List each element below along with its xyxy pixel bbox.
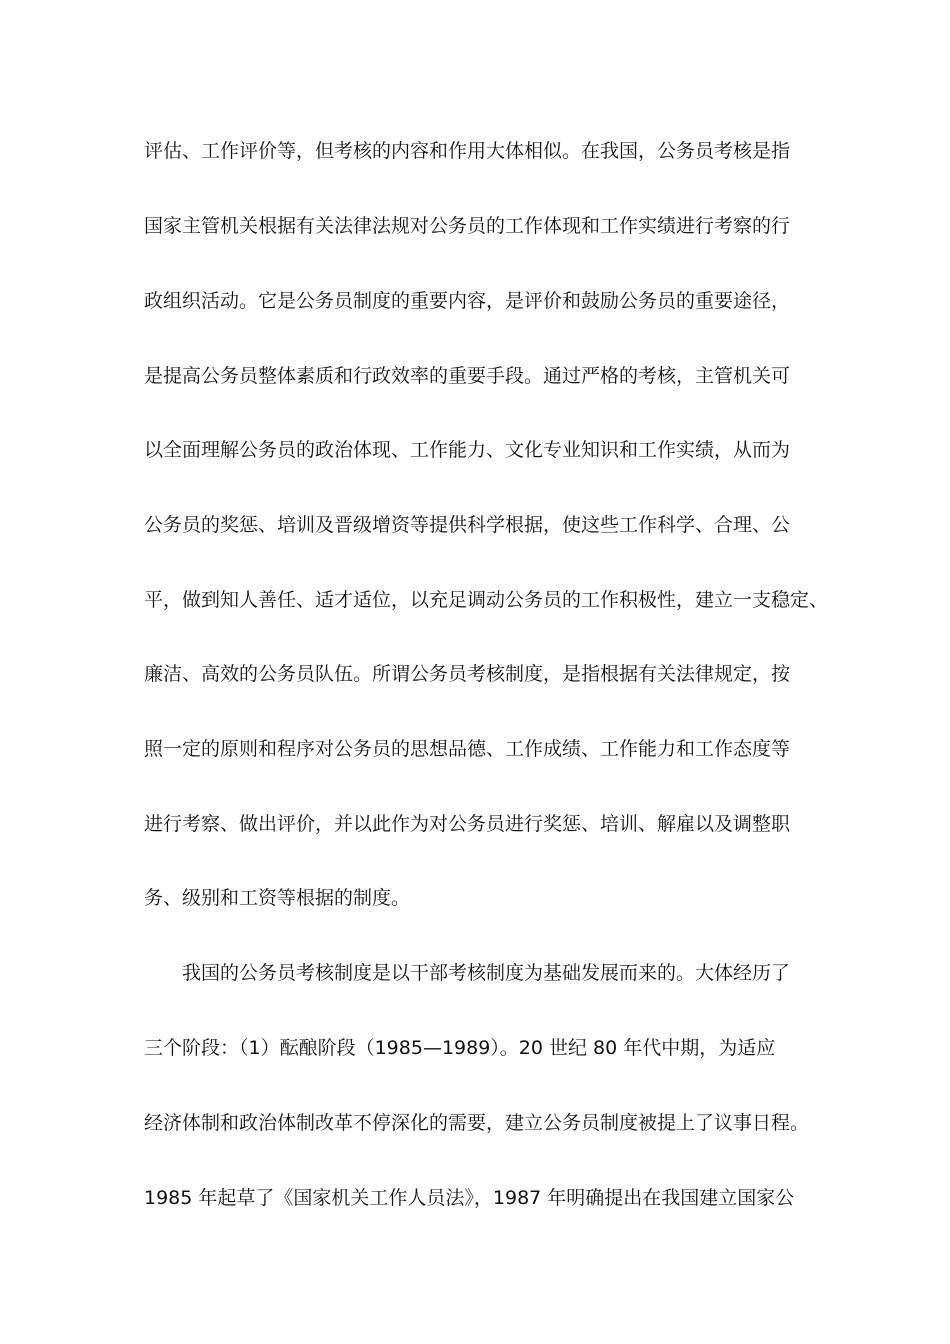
text-line: 1985 年起草了《国家机关工作人员法》，1987 年明确提出在我国建立国家公 [144,1187,795,1209]
text-line: 经济体制和政治体制改革不停深化的需要，建立公务员制度被提上了议事日程。 [144,1112,810,1134]
text-line: 照一定的原则和程序对公务员的思想品德、工作成绩、工作能力和工作态度等 [144,738,791,760]
text-line: 国家主管机关根据有关法律法规对公务员的工作体现和工作实绩进行考察的行 [144,215,791,237]
text-line: 以全面理解公务员的政治体现、工作能力、文化专业知识和工作实绩，从而为 [144,439,791,461]
paragraph-start-line: 我国的公务员考核制度是以干部考核制度为基础发展而来的。大体经历了 [144,962,791,984]
text-line: 公务员的奖惩、培训及晋级增资等提供科学根据，使这些工作科学、合理、公 [144,514,791,536]
text-line: 平，做到知人善任、适才适位，以充足调动公务员的工作积极性，建立一支稳定、 [144,589,829,611]
text-line: 务、级别和工资等根据的制度。 [144,887,411,909]
text-line: 评估、工作评价等，但考核的内容和作用大体相似。在我国，公务员考核是指 [144,140,791,162]
text-line: 进行考察、做出评价，并以此作为对公务员进行奖惩、培训、解雇以及调整职 [144,813,791,835]
text-line: 廉洁、高效的公务员队伍。所谓公务员考核制度，是指根据有关法律规定，按 [144,663,791,685]
text-line: 政组织活动。它是公务员制度的重要内容，是评价和鼓励公务员的重要途径， [144,290,791,312]
text-line: 是提高公务员整体素质和行政效率的重要手段。通过严格的考核，主管机关可 [144,365,791,387]
text-line: 三个阶段：（1）酝酿阶段（1985—1989）。20 世纪 80 年代中期，为适应 [144,1037,776,1059]
